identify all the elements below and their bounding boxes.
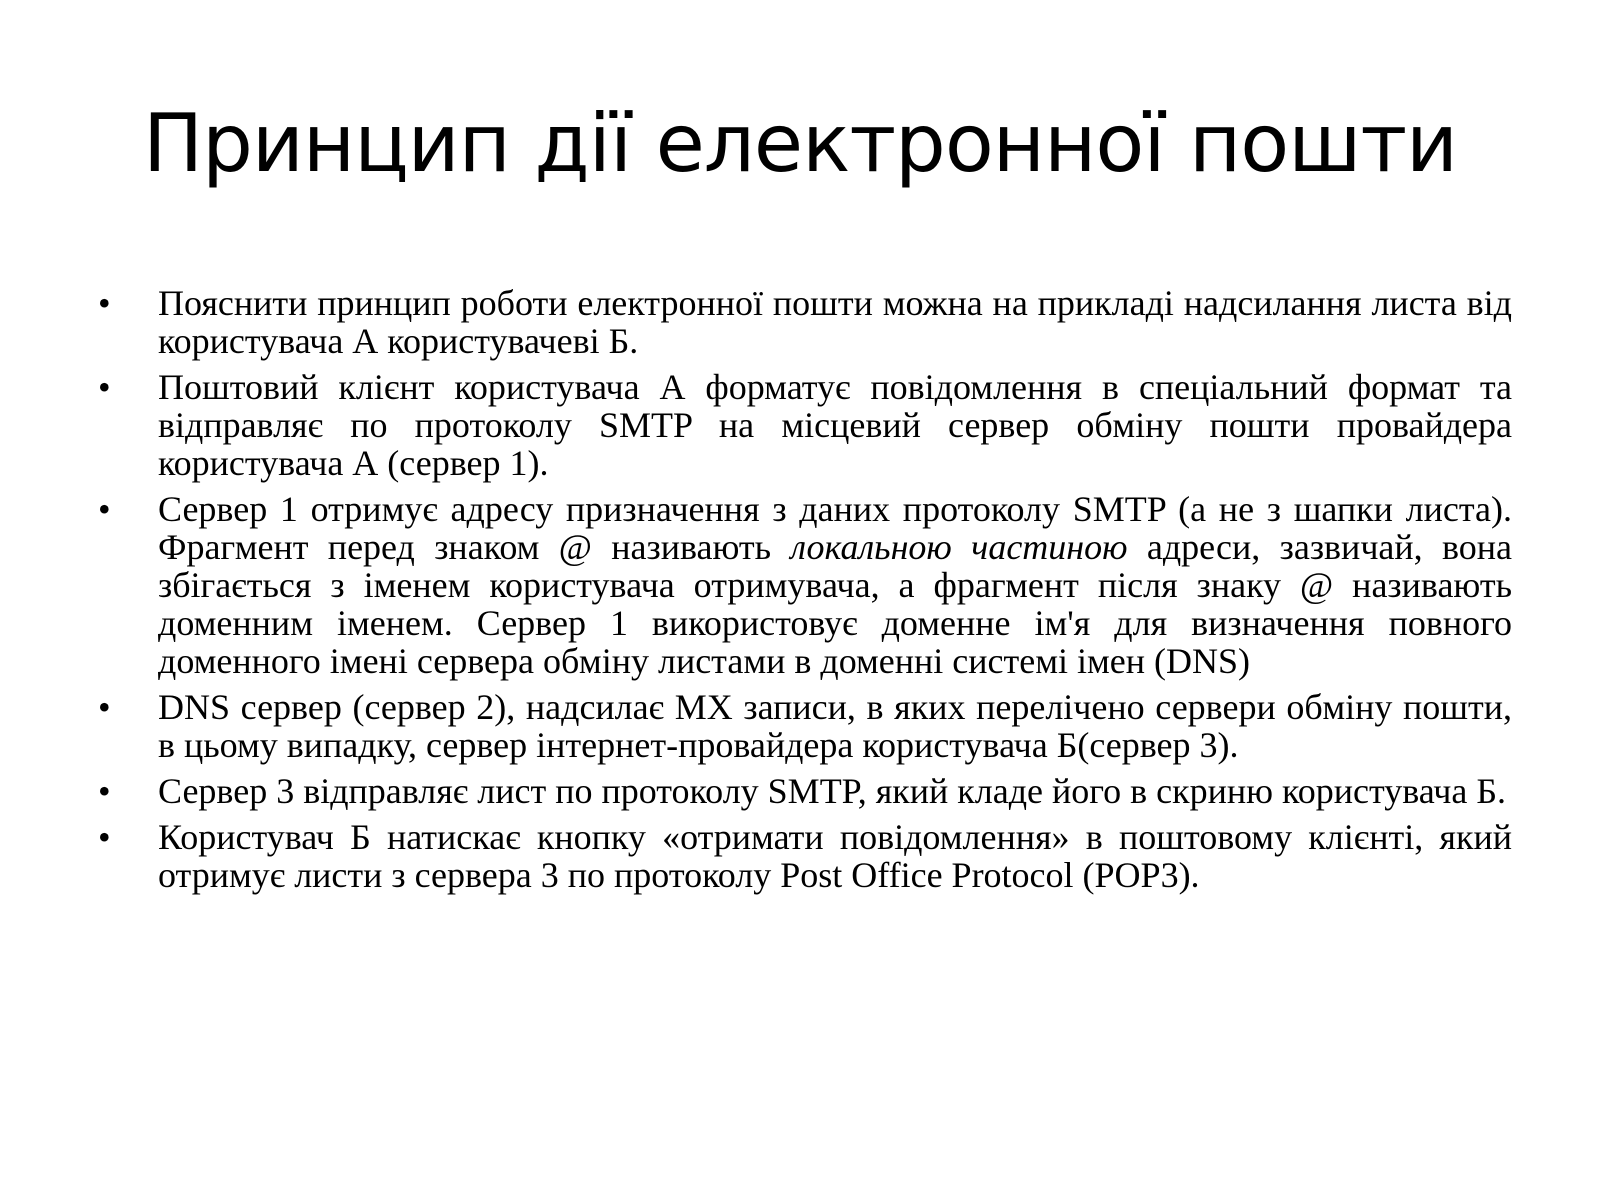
bullet-list xyxy=(0,284,1600,902)
bullet-dot-icon: • xyxy=(98,817,111,857)
bullet-text: Пояснити принцип роботи електронної пошти можна на прикладі надсилання листа від користувача А користувачеві Б. xyxy=(158,283,1512,361)
bullet-item xyxy=(0,284,1512,360)
bullet-item xyxy=(0,688,1512,764)
bullet-item xyxy=(0,368,1512,482)
bullet-text-after: адреси, зазвичай, вона збігається з іменем користувача отримувача, а фрагмент після знаку @ називають доменним іменем. Сервер 1 використовує доменне ім'я для визначення повного доменного імені сервера обміну листами в доменні системі імен (DNS) xyxy=(158,527,1513,681)
bullet-text: Поштовий клієнт користувача А форматує повідомлення в спеціальний формат та відправляє по протоколу SMTP на місцевий сервер обміну пошти провайдера користувача А (сервер 1). xyxy=(158,367,1512,483)
bullet-text xyxy=(158,489,1512,681)
bullet-item xyxy=(0,490,1512,680)
bullet-text-before: Сервер 1 отримує адресу призначення з даних протоколу SMTP (а не з шапки листа). Фрагмент перед знаком @ називають xyxy=(158,489,1512,567)
bullet-text: Сервер 3 відправляє лист по протоколу SMTP, який кладе його в скриню користувача Б. xyxy=(158,771,1507,811)
bullet-text: DNS сервер (сервер 2), надсилає MX записи, в яких перелічено сервери обміну пошти, в цьому випадку, сервер інтернет-провайдера користувача Б(сервер 3). xyxy=(158,687,1512,765)
bullet-dot-icon: • xyxy=(98,489,111,529)
bullet-dot-icon: • xyxy=(98,687,111,727)
bullet-text: Користувач Б натискає кнопку «отримати повідомлення» в поштовому клієнті, який отримує листи з сервера 3 по протоколу Post Office Protocol (POP3). xyxy=(158,817,1512,895)
bullet-dot-icon: • xyxy=(98,367,111,407)
bullet-dot-icon: • xyxy=(98,283,111,323)
slide-title: Принцип дії електронної пошти xyxy=(142,97,1458,190)
bullet-item xyxy=(0,818,1512,894)
bullet-dot-icon: • xyxy=(98,771,111,811)
bullet-text-italic: локальною частиною xyxy=(790,527,1128,567)
bullet-item xyxy=(0,772,1512,810)
